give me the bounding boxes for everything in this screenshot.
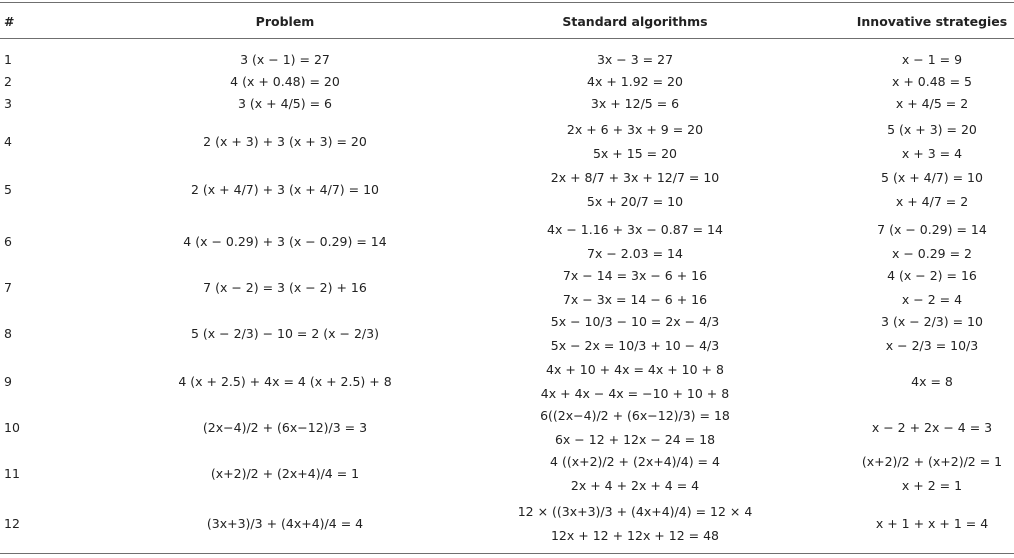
innovative-step: x + 1 + x + 1 = 4: [875, 516, 989, 531]
standard-step: 5x − 2x = 10/3 + 10 − 4/3: [550, 338, 720, 353]
problem-cell: 3 (x − 1) = 27: [240, 52, 330, 67]
standard-step: 3x + 12/5 = 6: [590, 96, 680, 111]
standard-step: 2x + 8/7 + 3x + 12/7 = 10: [550, 170, 720, 185]
problem-cell: 4 (x + 0.48) = 20: [230, 74, 340, 89]
standard-step: 5x + 15 = 20: [592, 146, 677, 161]
row-number: 11: [4, 466, 20, 481]
standard-step: 7x − 2.03 = 14: [587, 246, 683, 261]
innovative-step: x + 3 = 4: [901, 146, 963, 161]
problem-cell: 2 (x + 4/7) + 3 (x + 4/7) = 10: [191, 182, 379, 197]
standard-step: 12 × ((3x+3)/3 + (4x+4)/4) = 12 × 4: [517, 504, 753, 519]
problem-cell: (2x−4)/2 + (6x−12)/3 = 3: [202, 420, 368, 435]
row-number: 3: [4, 96, 12, 111]
header-innovative: Innovative strategies: [856, 14, 1008, 29]
problem-cell: 3 (x + 4/5) = 6: [238, 96, 332, 111]
innovative-step: x − 2 + 2x − 4 = 3: [871, 420, 993, 435]
row-number: 1: [4, 52, 12, 67]
standard-step: 3x − 3 = 27: [596, 52, 674, 67]
table-top-rule: [0, 2, 1014, 3]
row-number: 6: [4, 234, 12, 249]
standard-step: 4x + 4x − 4x = −10 + 10 + 8: [540, 386, 730, 401]
standard-step: 6((2x−4)/2 + (6x−12)/3) = 18: [540, 408, 730, 423]
standard-step: 12x + 12 + 12x + 12 = 48: [550, 528, 719, 543]
innovative-step: x − 0.29 = 2: [891, 246, 973, 261]
innovative-step: x + 4/7 = 2: [895, 194, 969, 209]
row-number: 10: [4, 420, 20, 435]
standard-step: 6x − 12 + 12x − 24 = 18: [554, 432, 716, 447]
row-number: 4: [4, 134, 12, 149]
row-number: 8: [4, 326, 12, 341]
problem-cell: 2 (x + 3) + 3 (x + 3) = 20: [203, 134, 367, 149]
standard-step: 5x − 10/3 − 10 = 2x − 4/3: [550, 314, 720, 329]
table-bottom-rule: [0, 553, 1014, 554]
innovative-step: x − 2 = 4: [901, 292, 963, 307]
standard-step: 4 ((x+2)/2 + (2x+4)/4) = 4: [550, 454, 720, 469]
row-number: 12: [4, 516, 20, 531]
innovative-step: x + 0.48 = 5: [891, 74, 973, 89]
problem-cell: (3x+3)/3 + (4x+4)/4 = 4: [206, 516, 364, 531]
standard-step: 2x + 6 + 3x + 9 = 20: [566, 122, 704, 137]
header-problem: Problem: [255, 14, 315, 29]
row-number: 9: [4, 374, 12, 389]
standard-step: 4x + 10 + 4x = 4x + 10 + 8: [546, 362, 724, 377]
problem-cell: (x+2)/2 + (2x+4)/4 = 1: [210, 466, 360, 481]
innovative-step: 4x = 8: [911, 374, 953, 389]
innovative-step: 4 (x − 2) = 16: [887, 268, 977, 283]
innovative-step: x + 2 = 1: [901, 478, 963, 493]
innovative-step: 5 (x + 3) = 20: [887, 122, 977, 137]
innovative-step: x − 1 = 9: [901, 52, 963, 67]
innovative-step: (x+2)/2 + (x+2)/2 = 1: [861, 454, 1003, 469]
standard-step: 4x + 1.92 = 20: [587, 74, 683, 89]
problem-cell: 5 (x − 2/3) − 10 = 2 (x − 2/3): [191, 326, 379, 341]
innovative-step: x − 2/3 = 10/3: [885, 338, 979, 353]
row-number: 7: [4, 280, 12, 295]
header-num: #: [4, 14, 15, 29]
standard-step: 7x − 14 = 3x − 6 + 16: [562, 268, 708, 283]
innovative-step: x + 4/5 = 2: [895, 96, 969, 111]
problem-cell: 7 (x − 2) = 3 (x − 2) + 16: [203, 280, 367, 295]
header-rule: [0, 38, 1014, 39]
problem-cell: 4 (x − 0.29) + 3 (x − 0.29) = 14: [183, 234, 387, 249]
row-number: 2: [4, 74, 12, 89]
standard-step: 2x + 4 + 2x + 4 = 4: [570, 478, 700, 493]
standard-step: 7x − 3x = 14 − 6 + 16: [562, 292, 708, 307]
standard-step: 5x + 20/7 = 10: [586, 194, 684, 209]
innovative-step: 3 (x − 2/3) = 10: [881, 314, 983, 329]
standard-step: 4x − 1.16 + 3x − 0.87 = 14: [547, 222, 723, 237]
innovative-step: 5 (x + 4/7) = 10: [881, 170, 983, 185]
problem-cell: 4 (x + 2.5) + 4x = 4 (x + 2.5) + 8: [178, 374, 392, 389]
row-number: 5: [4, 182, 12, 197]
innovative-step: 7 (x − 0.29) = 14: [877, 222, 987, 237]
header-standard: Standard algorithms: [562, 14, 708, 29]
